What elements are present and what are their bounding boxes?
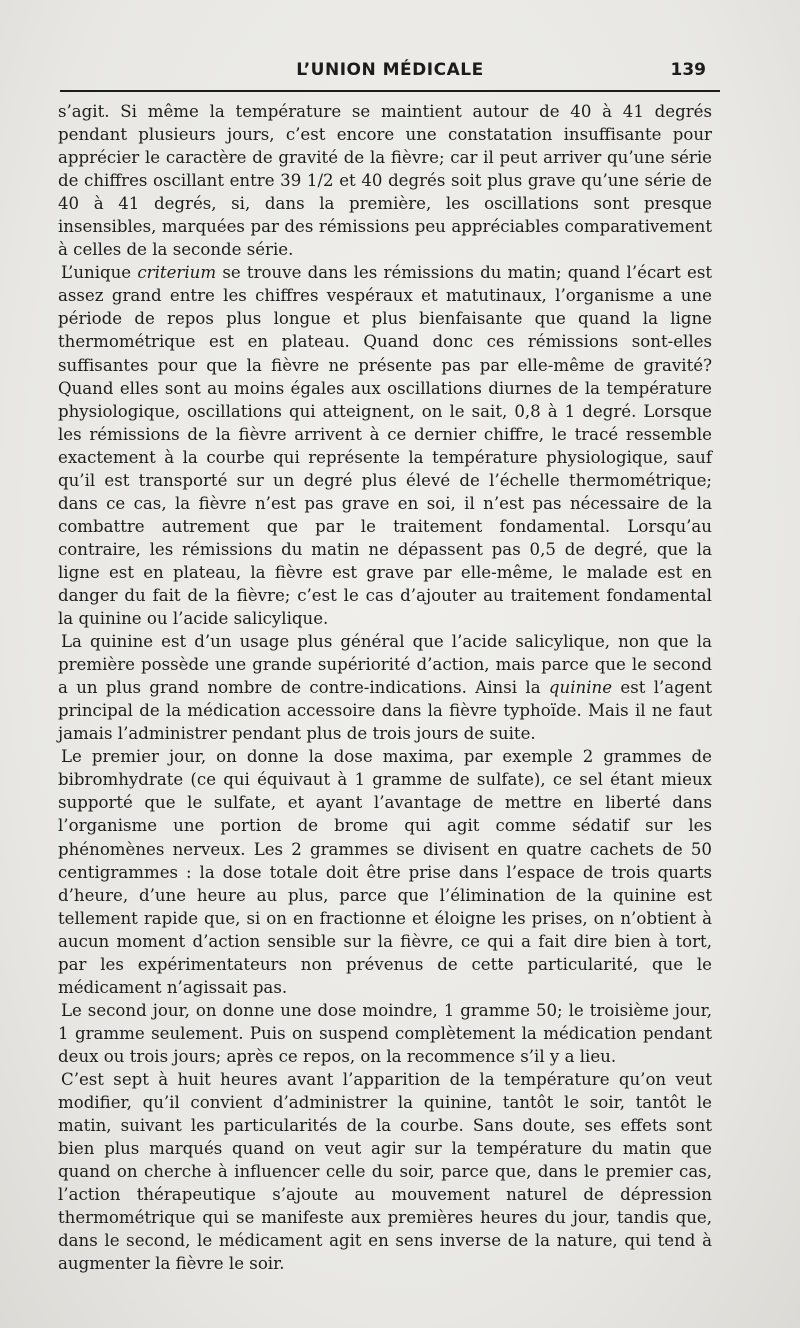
- paragraph-3-rest: est l’agent principal de la médication accessoire dans la fièvre typhoïde. Mais il ne faut jamais l’administrer pendant plus de trois jours de suite.: [58, 678, 712, 744]
- page-number: 139: [670, 60, 706, 80]
- article-body: [58, 100, 712, 1275]
- paragraph-1: s’agit. Si même la température se maintient autour de 40 à 41 degrés pendant plusieurs jours, c’est encore une constatation insuffisante pour apprécier le caractère de gravité de la fièvre; car il peut arriver qu’une série de chiffres oscillant entre 39 1/2 et 40 degrés soit plus grave qu’une série de 40 à 41 degrés, si, dans la première, les oscillations sont presque insensibles, marquées par des rémissions peu appréciables comparativement à celles de la seconde série.: [58, 102, 712, 260]
- paragraph-6: C’est sept à huit heures avant l’apparition de la température qu’on veut modifier, qu’il convient d’administrer la quinine, tantôt le soir, tantôt le matin, suivant les particularités de la courbe. Sans doute, ses effets sont bien plus marqués quand on veut agir sur la température du matin que quand on cherche à influencer celle du soir, parce que, dans le premier cas, l’action thérapeutique s’ajoute au mouvement naturel de dépression thermométrique qui se manifeste aux premières heures du jour, tandis que, dans le second, le médicament agit en sens inverse de la nature, qui tend à augmenter la fièvre le soir.: [58, 1069, 712, 1274]
- quinine-term: quinine: [548, 678, 613, 698]
- paragraph-5: Le second jour, on donne une dose moindre, 1 gramme 50; le troisième jour, 1 gramme seulement. Puis on suspend complètement la médication pendant deux ou trois jours; après ce repos, on la recommence s’il y a lieu.: [58, 1000, 712, 1066]
- paragraph-2-rest: se trouve dans les rémissions du matin; quand l’écart est assez grand entre les chiffres vespéraux et matutinaux, l’organisme a une période de repos plus longue et plus bienfaisante que quand la ligne thermométrique est en plateau. Quand donc ces rémissions sont-elles suffisantes pour que la fièvre ne présente pas par elle-même de gravité? Quand elles sont au moins égales aux oscillations diurnes de la température physiologique, oscillations qui atteignent, on le sait, 0,8 à 1 degré. Lorsque les rémissions de la fièvre arrivent à ce dernier chiffre, le tracé ressemble exactement à la courbe qui représente la température physiologique, sauf qu’il est transporté sur un degré plus élevé de l’échelle thermométrique; dans ce cas, la fièvre n’est pas grave en soi, il n’est pas nécessaire de la combattre autrement que par le traitement fondamental. Lorsqu’au contraire, les rémissions du matin ne dépassent pas 0,5 de degré, que la ligne est en plateau, la fièvre est grave par elle-même, le malade est en danger du fait de la fièvre; c’est le cas d’ajouter au traitement fondamental la quinine ou l’acide salicylique.: [58, 263, 713, 629]
- criterium-term: criterium: [137, 263, 217, 283]
- journal-title: L’UNION MÉDICALE: [296, 60, 484, 80]
- paragraph-2: [58, 261, 712, 630]
- paragraph-4: Le premier jour, on donne la dose maxima, par exemple 2 grammes de bibromhydrate (ce qui équivaut à 1 gramme de sulfate), ce sel étant mieux supporté que le sulfate, et ayant l’avantage de mettre en liberté dans l’organisme une portion de brome qui agit comme sédatif sur les phénomènes nerveux. Les 2 grammes se divisent en quatre cachets de 50 centigrammes : la dose totale doit être prise dans l’espace de trois quarts d’heure, d’une heure au plus, parce que l’élimination de la quinine est tellement rapide que, si on en fractionne et éloigne les prises, on n’obtient à aucun moment d’action sensible sur la fièvre, ce qui a fait dire bien à tort, par les expérimentateurs non prévenus de cette particularité, que le médicament n’agissait pas.: [58, 747, 712, 997]
- header-rule: [60, 90, 720, 92]
- paragraph-2-start: L’unique: [61, 263, 138, 283]
- running-header: [60, 58, 720, 84]
- paragraph-3-start: La quinine est d’un usage plus général que l’acide salicylique, non que la première possède une grande supériorité d’action, mais parce que le second a un plus grand nombre de contre-indications. Ainsi la: [58, 632, 712, 698]
- paragraph-3: [58, 630, 712, 745]
